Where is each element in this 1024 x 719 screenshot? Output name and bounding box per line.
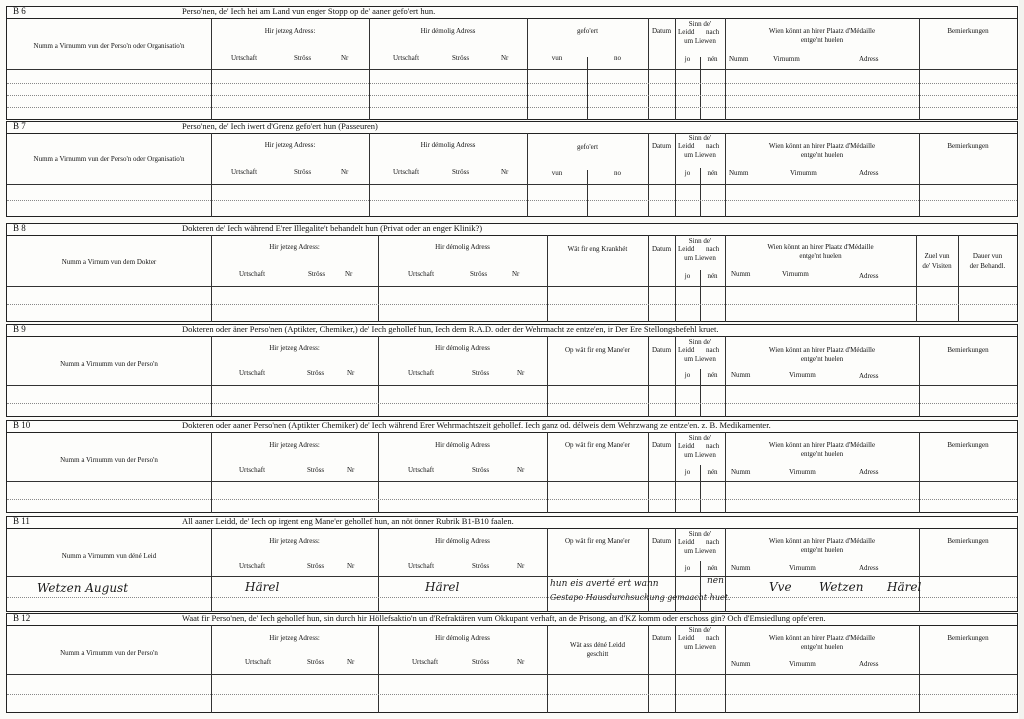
col-stross-label: Ströss [308,270,326,278]
col-gefoert-label: gefo'ert [576,27,599,35]
section-code: B 6 [13,6,26,16]
col-dauer-label: Dauer vun [972,252,1003,260]
col-bemierkungen-label: Bemierkungen [947,346,989,354]
handwritten-medal-vir: Vve [769,580,792,594]
col-nen-label: nén [707,169,718,177]
col-stross-label: Ströss [470,270,488,278]
col-nr-label: Nr [517,369,525,377]
section-code: B 10 [13,420,31,430]
col-wien-label2: entge'nt huelen [800,151,844,159]
col-demolig-label: Hir démolig Adress [435,243,490,251]
col-nen-label: nén [707,371,718,379]
col-wien-label: Wien könnt an hirer Plaatz d'Médaille [768,441,876,449]
col-nr-label: Nr [347,466,355,474]
col-no-label: no [614,54,621,62]
col-nr-label: Nr [347,369,355,377]
col-umliewen-label: um Liewen [684,547,716,555]
col-wat-ass-label2: geschitt [586,650,609,658]
col-stross-label: Ströss [294,168,312,176]
col-vun-label: vun [551,169,563,177]
col-datum-label: Datum [651,537,672,545]
col-wien-label: Wien könnt an hirer Plaatz d'Médaille [768,537,876,545]
col-sinn-label: Sinn de' [688,434,712,442]
col-maneer-label: Op wät fir eng Mane'er [564,537,630,545]
section-title: Dokteren de' Iech während E'rer Illegalite't behandelt hun (Privat oder an enger Klinik?) [182,223,483,233]
col-leidd-label: Leidd [678,442,695,450]
col-stross-label: Ströss [472,658,490,666]
col-leidd-label: Leidd [678,245,695,253]
handwritten-nen: nen [707,576,724,586]
col-urtschaft-label: Urtschaft [231,168,258,176]
col-nach-label: nach [706,442,720,450]
col-medal-adress-label: Adress [859,564,879,572]
col-numm-label: Numm a Virnumm vun der Perso'n [60,360,158,368]
col-datum-label: Datum [651,441,672,449]
col-jo-label: jo [684,564,691,572]
col-medal-adress-label: Adress [859,169,879,177]
col-bemierkungen-label: Bemierkungen [947,27,989,35]
col-datum-label: Datum [651,634,672,642]
col-nach-label: nach [706,634,720,642]
section-b12 [6,613,1018,713]
col-medal-adress-label: Adress [859,660,879,668]
col-maneer-label: Op wät fir eng Mane'er [564,346,630,354]
col-sinn-label: Sinn de' [688,20,712,28]
col-medal-virnumm-label: Virnumm [789,371,816,379]
section-b11 [6,516,1018,612]
col-medal-virnumm-label: Virnumm [789,468,816,476]
col-urtschaft-label: Urtschaft [393,54,420,62]
col-urtschaft-label: Urtschaft [408,270,435,278]
col-nr-label: Nr [347,562,355,570]
col-umliewen-label: um Liewen [684,643,716,651]
col-umliewen-label: um Liewen [684,37,716,45]
col-jetzeg-label: Hir jetzeg Adress: [269,537,320,545]
col-stross-label: Ströss [307,658,325,666]
col-nr-label: Nr [517,562,525,570]
col-wien-label2: entge'nt huelen [800,643,844,651]
col-nach-label: nach [706,245,720,253]
col-stross-label: Ströss [307,466,325,474]
col-jetzeg-label: Hir jetzeg Adress: [264,141,316,149]
col-umliewen-label: um Liewen [684,355,716,363]
col-demolig-label: Hir démolig Adress [435,537,490,545]
section-code: B 7 [13,121,26,131]
col-umliewen-label: um Liewen [684,151,716,159]
section-b6 [6,6,1018,120]
col-umliewen-label: um Liewen [684,254,716,262]
col-zuel-label: Zuel vun [924,252,950,260]
col-numm-label: Numm a Virnumm vun der Perso'n [60,649,158,657]
col-demolig-label: Hir démolig Adress [420,141,476,149]
col-jetzeg-label: Hir jetzeg Adress: [269,344,320,352]
handwritten-urtschaft: Härel [245,580,280,594]
col-nr-label: Nr [341,54,349,62]
col-nr-label: Nr [517,658,525,666]
col-medal-adress-label: Adress [859,55,879,63]
col-nen-label: nén [707,272,718,280]
col-wien-label2: entge'nt huelen [800,450,844,458]
col-jetzeg-label: Hir jetzeg Adress: [264,27,316,35]
col-jo-label: jo [684,272,691,280]
col-urtschaft-label: Urtschaft [408,369,435,377]
col-nr-label: Nr [501,54,509,62]
col-datum-label: Datum [651,245,672,253]
col-stross-label: Ströss [307,369,325,377]
col-nach-label: nach [706,346,720,354]
col-nr-label: Nr [347,658,355,666]
col-numm-label: Numm a Virnumm vun déné Leid [61,552,157,560]
col-medal-virnumm-label: Virnumm [790,169,817,177]
section-b7 [6,121,1018,217]
col-stross-label: Ströss [294,54,312,62]
col-urtschaft-label: Urtschaft [412,658,439,666]
col-medal-virnumm-label: Virnumm [789,564,816,572]
col-nen-label: nén [707,55,718,63]
col-krankhet-label: Wät fir eng Krankhét [567,245,628,253]
handwritten-medal-adress: Härel [887,580,922,594]
col-wien-label2: entge'nt huelen [800,36,844,44]
col-nr-label: Nr [341,168,349,176]
col-wien-label: Wien könnt an hirer Plaatz d'Médaille [768,142,876,150]
col-sinn-label: Sinn de' [688,530,712,538]
section-title: Perso'nen, de' Iech hei am Land vun enger Stopp op de' aaner gefo'ert hun. [182,6,436,16]
col-medal-virnumm-label: Virnumm [773,55,800,63]
col-jetzeg-label: Hir jetzeg Adress: [269,243,320,251]
col-medal-numm-label: Numm [731,270,751,278]
col-medal-adress-label: Adress [859,468,879,476]
col-stross-label: Ströss [307,562,325,570]
handwritten-name: Wetzen August [37,581,129,595]
col-medal-adress-label: Adress [859,372,879,380]
col-demolig-label: Hir démolig Adress [435,441,490,449]
col-urtschaft-label: Urtschaft [408,466,435,474]
col-dauer-label2: der Behandl. [969,262,1006,270]
col-bemierkungen-label: Bemierkungen [947,441,989,449]
col-datum-label: Datum [651,27,672,35]
section-title: Perso'nen, de' Iech iwert d'Grenz gefo'ert hun (Passeuren) [182,121,378,131]
col-demolig-label: Hir démolig Adress [435,344,490,352]
col-nach-label: nach [706,142,720,150]
col-medal-numm-label: Numm [731,660,751,668]
col-gefoert-label: gefo'ert [576,143,599,151]
col-wien-label2: entge'nt huelen [800,355,844,363]
col-no-label: no [614,169,621,177]
col-urtschaft-label: Urtschaft [239,562,266,570]
section-b9 [6,324,1018,417]
col-urtschaft-label: Urtschaft [408,562,435,570]
col-urtschaft-label: Urtschaft [239,466,266,474]
col-medal-numm-label: Numm [729,169,749,177]
col-urtschaft-label: Urtschaft [231,54,258,62]
col-stross-label: Ströss [472,369,490,377]
col-bemierkungen-label: Bemierkungen [947,634,989,642]
col-wien-label: Wien könnt an hirer Plaatz d'Médaille [768,27,876,35]
section-code: B 11 [13,516,30,526]
handwritten-medal-numm: Wetzen [819,580,864,594]
col-sinn-label: Sinn de' [688,237,712,245]
col-nr-label: Nr [345,270,353,278]
handwritten-demolig-urtschaft: Härel [425,580,460,594]
sheet-edge [1019,0,1024,719]
section-code: B 9 [13,324,26,334]
col-medal-numm-label: Numm [731,564,751,572]
col-jetzeg-label: Hir jetzeg Adress: [269,634,320,642]
section-code: B 8 [13,223,26,233]
col-jetzeg-label: Hir jetzeg Adress: [269,441,320,449]
col-medal-adress-label: Adress [859,272,879,280]
col-wien-label: Wien könnt an hirer Plaatz d'Médaille [767,243,874,251]
col-demolig-label: Hir démolig Adress [420,27,476,35]
col-jo-label: jo [684,468,691,476]
col-leidd-label: Leidd [678,634,695,642]
col-sinn-label: Sinn de' [688,626,712,634]
col-sinn-label: Sinn de' [688,338,712,346]
handwritten-maneer-line2: Gestapo Hausdurchsuchung gemaacht huet. [550,593,731,602]
col-nach-label: nach [706,538,720,546]
section-title: Waat fir Perso'nen, de' Iech gehollef hun, sin durch hir Höllefsaktio'n un d'Refraktären vum Okkupant verhaft, an de Prisong, an d'KZ komm oder erschoss gin? Och d'Emsiedlung opfe'eren. [182,613,826,623]
col-leidd-label: Leidd [678,346,695,354]
section-title: Dokteren oder aaner Perso'nen (Aptikter Chemiker) de' Iech während Erer Wehrmachtszeit gehollef. Iech ganz od. délweis dem Wehrzwang ze entze'en. z. B. Medikamenter. [182,420,771,430]
col-wien-label: Wien könnt an hirer Plaatz d'Médaille [768,634,876,642]
col-nen-label: nén [707,564,718,572]
col-numm-label: Numm a Virnumm vun der Perso'n [60,456,158,464]
col-urtschaft-label: Urtschaft [239,270,266,278]
col-medal-numm-label: Numm [731,371,751,379]
col-stross-label: Ströss [472,466,490,474]
col-leidd-label: Leidd [678,142,695,150]
col-wat-ass-label: Wät ass déné Leidd [569,641,625,649]
col-bemierkungen-label: Bemierkungen [947,537,989,545]
col-wien-label2: entge'nt huelen [799,252,842,260]
col-vun-label: vun [551,54,563,62]
col-jo-label: jo [684,55,691,63]
section-b8 [6,223,1018,322]
section-b10 [6,420,1018,513]
col-nr-label: Nr [517,466,525,474]
col-wien-label: Wien könnt an hirer Plaatz d'Médaille [768,346,876,354]
col-medal-virnumm-label: Virnumm [782,270,809,278]
section-title: Dokteren oder äner Perso'nen (Aptikter, Chemiker,) de' Iech gehollef hun, Iech dem R.A.D. oder der Wehrmacht ze entze'en, ir Der Ere Stellongsbefehl kruet. [182,324,719,334]
col-umliewen-label: um Liewen [684,451,716,459]
section-code: B 12 [13,613,31,623]
col-nr-label: Nr [501,168,509,176]
col-leidd-label: Leidd [678,28,695,36]
section-title: All aaner Leidd, de' Iech op irgent eng Mane'er gehollef hun, an nöt önner Rubrik B1-B10 faalen. [182,516,514,526]
col-medal-numm-label: Numm [731,468,751,476]
col-datum-label: Datum [651,346,672,354]
col-demolig-label: Hir démolig Adress [435,634,490,642]
col-sinn-label: Sinn de' [688,134,712,142]
col-nr-label: Nr [512,270,520,278]
col-urtschaft-label: Urtschaft [393,168,420,176]
col-numm-label: Numm a Virnumm vun der Perso'n oder Organisatio'n [33,42,185,50]
col-wien-label2: entge'nt huelen [800,546,844,554]
col-medal-numm-label: Numm [729,55,749,63]
col-nen-label: nén [707,468,718,476]
handwritten-maneer-line1: hun eis averté ert wann [550,579,659,589]
col-bemierkungen-label: Bemierkungen [947,142,989,150]
col-stross-label: Ströss [452,168,470,176]
col-stross-label: Ströss [472,562,490,570]
col-numm-label: Numm a Virnumm vun der Perso'n oder Organisatio'n [33,155,185,163]
col-stross-label: Ströss [452,54,470,62]
col-jo-label: jo [684,169,691,177]
col-jo-label: jo [684,371,691,379]
col-medal-virnumm-label: Virnumm [789,660,816,668]
col-datum-label: Datum [651,142,672,150]
col-dokter-label: Numm a Virnum vun dem Dokter [61,258,157,266]
col-nach-label: nach [706,28,720,36]
col-maneer-label: Op wät fir eng Mane'er [564,441,630,449]
col-leidd-label: Leidd [678,538,695,546]
col-urtschaft-label: Urtschaft [245,658,272,666]
col-urtschaft-label: Urtschaft [239,369,266,377]
col-zuel-label2: de' Visiten [922,262,952,270]
